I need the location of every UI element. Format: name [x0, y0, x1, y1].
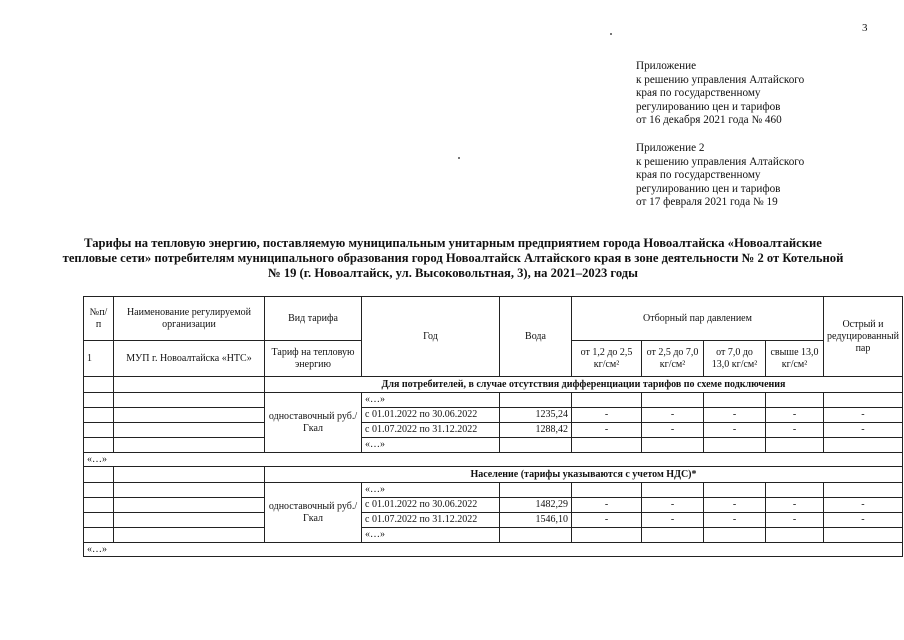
steam-3-value: - — [704, 513, 766, 528]
section2-heading: Население (тарифы указываются с учетом НДС)* — [265, 467, 903, 483]
appendix-line: Приложение 2 — [636, 142, 705, 154]
section1-ellipsis-bottom: «…» — [362, 438, 500, 453]
section1-heading: Для потребителей, в случае отсутствия дифференциации тарифов по схеме подключения — [265, 377, 903, 393]
appendix-line: от 16 декабря 2021 года № 460 — [636, 114, 782, 127]
table-row — [84, 528, 903, 543]
steam-1-value: - — [572, 408, 642, 423]
appendix-line: от 17 февраля 2021 года № 19 — [636, 196, 778, 209]
water-value: 1546,10 — [500, 513, 572, 528]
table-row — [84, 453, 903, 467]
header-steam-1: от 1,2 до 2,5 кг/см² — [572, 341, 642, 377]
scan-speck — [610, 33, 612, 35]
scan-speck — [458, 157, 460, 159]
water-value: 1482,29 — [500, 498, 572, 513]
row1-tariff-type: Тариф на тепловую энергию — [265, 341, 362, 377]
steam-2-value: - — [642, 408, 704, 423]
table-header-row — [84, 297, 903, 341]
steam-2-value: - — [642, 513, 704, 528]
ellipsis-mid: «…» — [84, 453, 903, 467]
table-row — [84, 467, 903, 483]
period-cell: с 01.07.2022 по 31.12.2022 — [362, 513, 500, 528]
table-row — [84, 377, 903, 393]
tariff-table — [83, 296, 903, 557]
header-steam-2: от 2,5 до 7,0 кг/см² — [642, 341, 704, 377]
steam-1-value: - — [572, 423, 642, 438]
section1-tariff-label: одноставочный руб./Гкал — [265, 393, 362, 453]
table-row — [84, 438, 903, 453]
header-year: Год — [362, 297, 500, 377]
period-cell: с 01.07.2022 по 31.12.2022 — [362, 423, 500, 438]
sharp-steam-value: - — [824, 423, 903, 438]
period-cell: с 01.01.2022 по 30.06.2022 — [362, 408, 500, 423]
header-num: №п/п — [84, 297, 114, 341]
appendix-line: к решению управления Алтайского — [636, 155, 805, 168]
table-row — [84, 483, 903, 498]
period-cell: с 01.01.2022 по 30.06.2022 — [362, 498, 500, 513]
document-title: Тарифы на тепловую энергию, поставляемую муниципальным унитарным предприятием города Новоалтайска «Новоалтайские тепловые сети» потребителям муниципального образования город Новоалтайск Алтайского края в зоне деятельности № 2 от Котельной № 19 (г. Новоалтайск, ул. Высоковольтная, 3), на 2021–2023 годы — [62, 236, 844, 280]
header-steam-4: свыше 13,0 кг/см² — [766, 341, 824, 377]
appendix-line: к решению управления Алтайского — [636, 73, 805, 86]
appendix-line: регулированию цен и тарифов — [636, 100, 781, 113]
table-row — [84, 543, 903, 557]
water-value: 1235,24 — [500, 408, 572, 423]
appendix-line: края по государственному — [636, 87, 761, 100]
section1-ellipsis-top: «…» — [362, 393, 500, 408]
table-row — [84, 423, 903, 438]
appendix-block-current — [636, 60, 804, 128]
ellipsis-end: «…» — [84, 543, 903, 557]
sharp-steam-value: - — [824, 498, 903, 513]
steam-4-value: - — [766, 498, 824, 513]
header-steam-3: от 7,0 до 13,0 кг/см² — [704, 341, 766, 377]
header-tariff-type: Вид тарифа — [265, 297, 362, 341]
header-steam: Отборный пар давлением — [572, 297, 824, 341]
section2-ellipsis-bottom: «…» — [362, 528, 500, 543]
steam-4-value: - — [766, 513, 824, 528]
steam-2-value: - — [642, 498, 704, 513]
sharp-steam-value: - — [824, 513, 903, 528]
sharp-steam-value: - — [824, 408, 903, 423]
section2-ellipsis-top: «…» — [362, 483, 500, 498]
header-sharp-steam: Острый и редуцированный пар — [824, 297, 903, 377]
row1-num: 1 — [84, 341, 114, 377]
steam-3-value: - — [704, 423, 766, 438]
appendix-line: регулированию цен и тарифов — [636, 182, 781, 195]
section2-tariff-label: одноставочный руб./Гкал — [265, 483, 362, 543]
row1-org: МУП г. Новоалтайска «НТС» — [114, 341, 265, 377]
steam-4-value: - — [766, 423, 824, 438]
appendix-block-amended — [636, 142, 804, 210]
table-row — [84, 513, 903, 528]
steam-2-value: - — [642, 423, 704, 438]
appendix-line: края по государственному — [636, 169, 761, 182]
steam-1-value: - — [572, 513, 642, 528]
header-org: Наименование регулируемой организации — [114, 297, 265, 341]
table-row — [84, 408, 903, 423]
table-row — [84, 393, 903, 408]
steam-1-value: - — [572, 498, 642, 513]
header-water: Вода — [500, 297, 572, 377]
table-row — [84, 498, 903, 513]
steam-4-value: - — [766, 408, 824, 423]
steam-3-value: - — [704, 498, 766, 513]
page-number: 3 — [862, 22, 868, 34]
appendix-line: Приложение — [636, 60, 697, 72]
steam-3-value: - — [704, 408, 766, 423]
water-value: 1288,42 — [500, 423, 572, 438]
